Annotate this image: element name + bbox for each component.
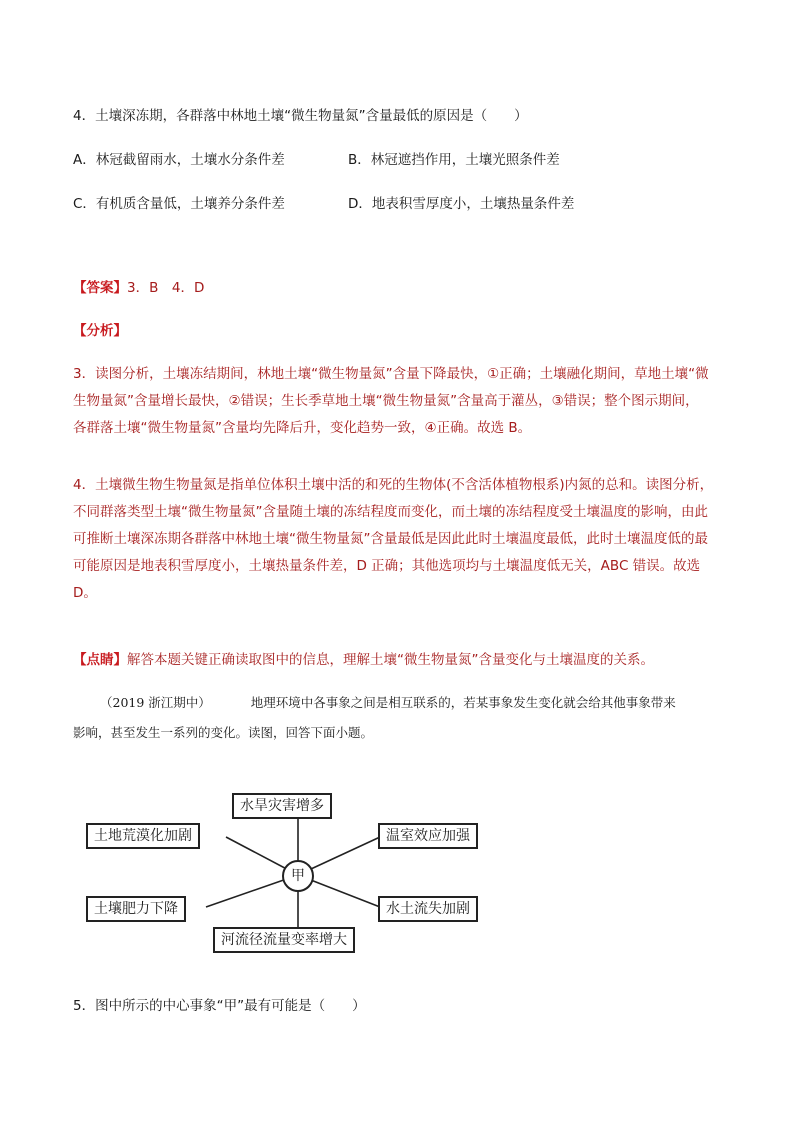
intro-line-2: 影响，甚至发生一系列的变化。读图，回答下面小题。 xyxy=(73,725,374,740)
intro-source: （2019 浙江期中） xyxy=(100,695,211,710)
analysis-4-line: D。 xyxy=(73,585,97,601)
answer-label: 【答案】 xyxy=(73,280,127,296)
intro-text-1: 地理环境中各事象之间是相互联系的，若某事象发生变化就会给其他事象带来 xyxy=(250,695,676,710)
dianjing-text: 解答本题关键正确读取图中的信息，理解土壤“微生物量氮”含量变化与土壤温度的关系。 xyxy=(127,652,654,668)
node-center: 甲 xyxy=(282,860,314,892)
q4-option-a: A．林冠截留雨水，土壤水分条件差 xyxy=(73,152,285,168)
analysis-4-line: 可能原因是地表积雪厚度小，土壤热量条件差，D 正确；其他选项均与土壤温度低无关，ABC 错误。故选 xyxy=(73,558,701,574)
intro-line-1 xyxy=(100,693,676,711)
analysis-label: 【分析】 xyxy=(73,323,127,339)
node-lower-right: 水土流失加剧 xyxy=(378,896,478,922)
node-top: 水旱灾害增多 xyxy=(232,793,332,819)
node-bottom: 河流径流量变率增大 xyxy=(213,927,355,953)
analysis-4-line: 可推断土壤深冻期各群落中林地土壤“微生物量氮”含量最低是因此此时土壤温度最低，此时土壤温度低的最 xyxy=(73,531,708,547)
analysis-4-line: 不同群落类型土壤“微生物量氮”含量随土壤的冻结程度而变化，而土壤的冻结程度受土壤温度的影响，由此 xyxy=(73,504,708,520)
q4-option-c: C．有机质含量低，土壤养分条件差 xyxy=(73,196,285,212)
analysis-3-line: 3．读图分析，土壤冻结期间，林地土壤“微生物量氮”含量下降最快，①正确；土壤融化期间，草地土壤“微 xyxy=(73,366,709,382)
node-upper-left: 土地荒漠化加剧 xyxy=(86,823,200,849)
answer-text: 3．B 4．D xyxy=(127,280,205,296)
analysis-4-line: 4．土壤微生物生物量氮是指单位体积土壤中活的和死的生物体(不含活体植物根系)内氮的总和。读图分析， xyxy=(73,477,714,493)
q4-stem: 4．土壤深冻期，各群落中林地土壤“微生物量氮”含量最低的原因是（ ） xyxy=(73,108,528,124)
dianjing-line xyxy=(73,648,654,668)
answer-line xyxy=(73,276,204,296)
dianjing-label: 【点睛】 xyxy=(73,652,127,668)
relationship-diagram xyxy=(80,785,520,955)
node-upper-right: 温室效应加强 xyxy=(378,823,478,849)
node-lower-left: 土壤肥力下降 xyxy=(86,896,186,922)
analysis-3-line: 各群落土壤“微生物量氮”含量均先降后升，变化趋势一致，④正确。故选 B。 xyxy=(73,420,532,436)
q5-stem: 5．图中所示的中心事象“甲”最有可能是（ ） xyxy=(73,998,366,1014)
q4-option-d: D．地表积雪厚度小，土壤热量条件差 xyxy=(348,196,575,212)
analysis-paragraph-3 xyxy=(73,361,733,442)
analysis-paragraph-4 xyxy=(73,472,733,607)
analysis-3-line: 生物量氮”含量增长最快，②错误；生长季草地土壤“微生物量氮”含量高于灌丛，③错误；整个图示期间， xyxy=(73,393,699,409)
q4-option-b: B．林冠遮挡作用，土壤光照条件差 xyxy=(348,152,560,168)
